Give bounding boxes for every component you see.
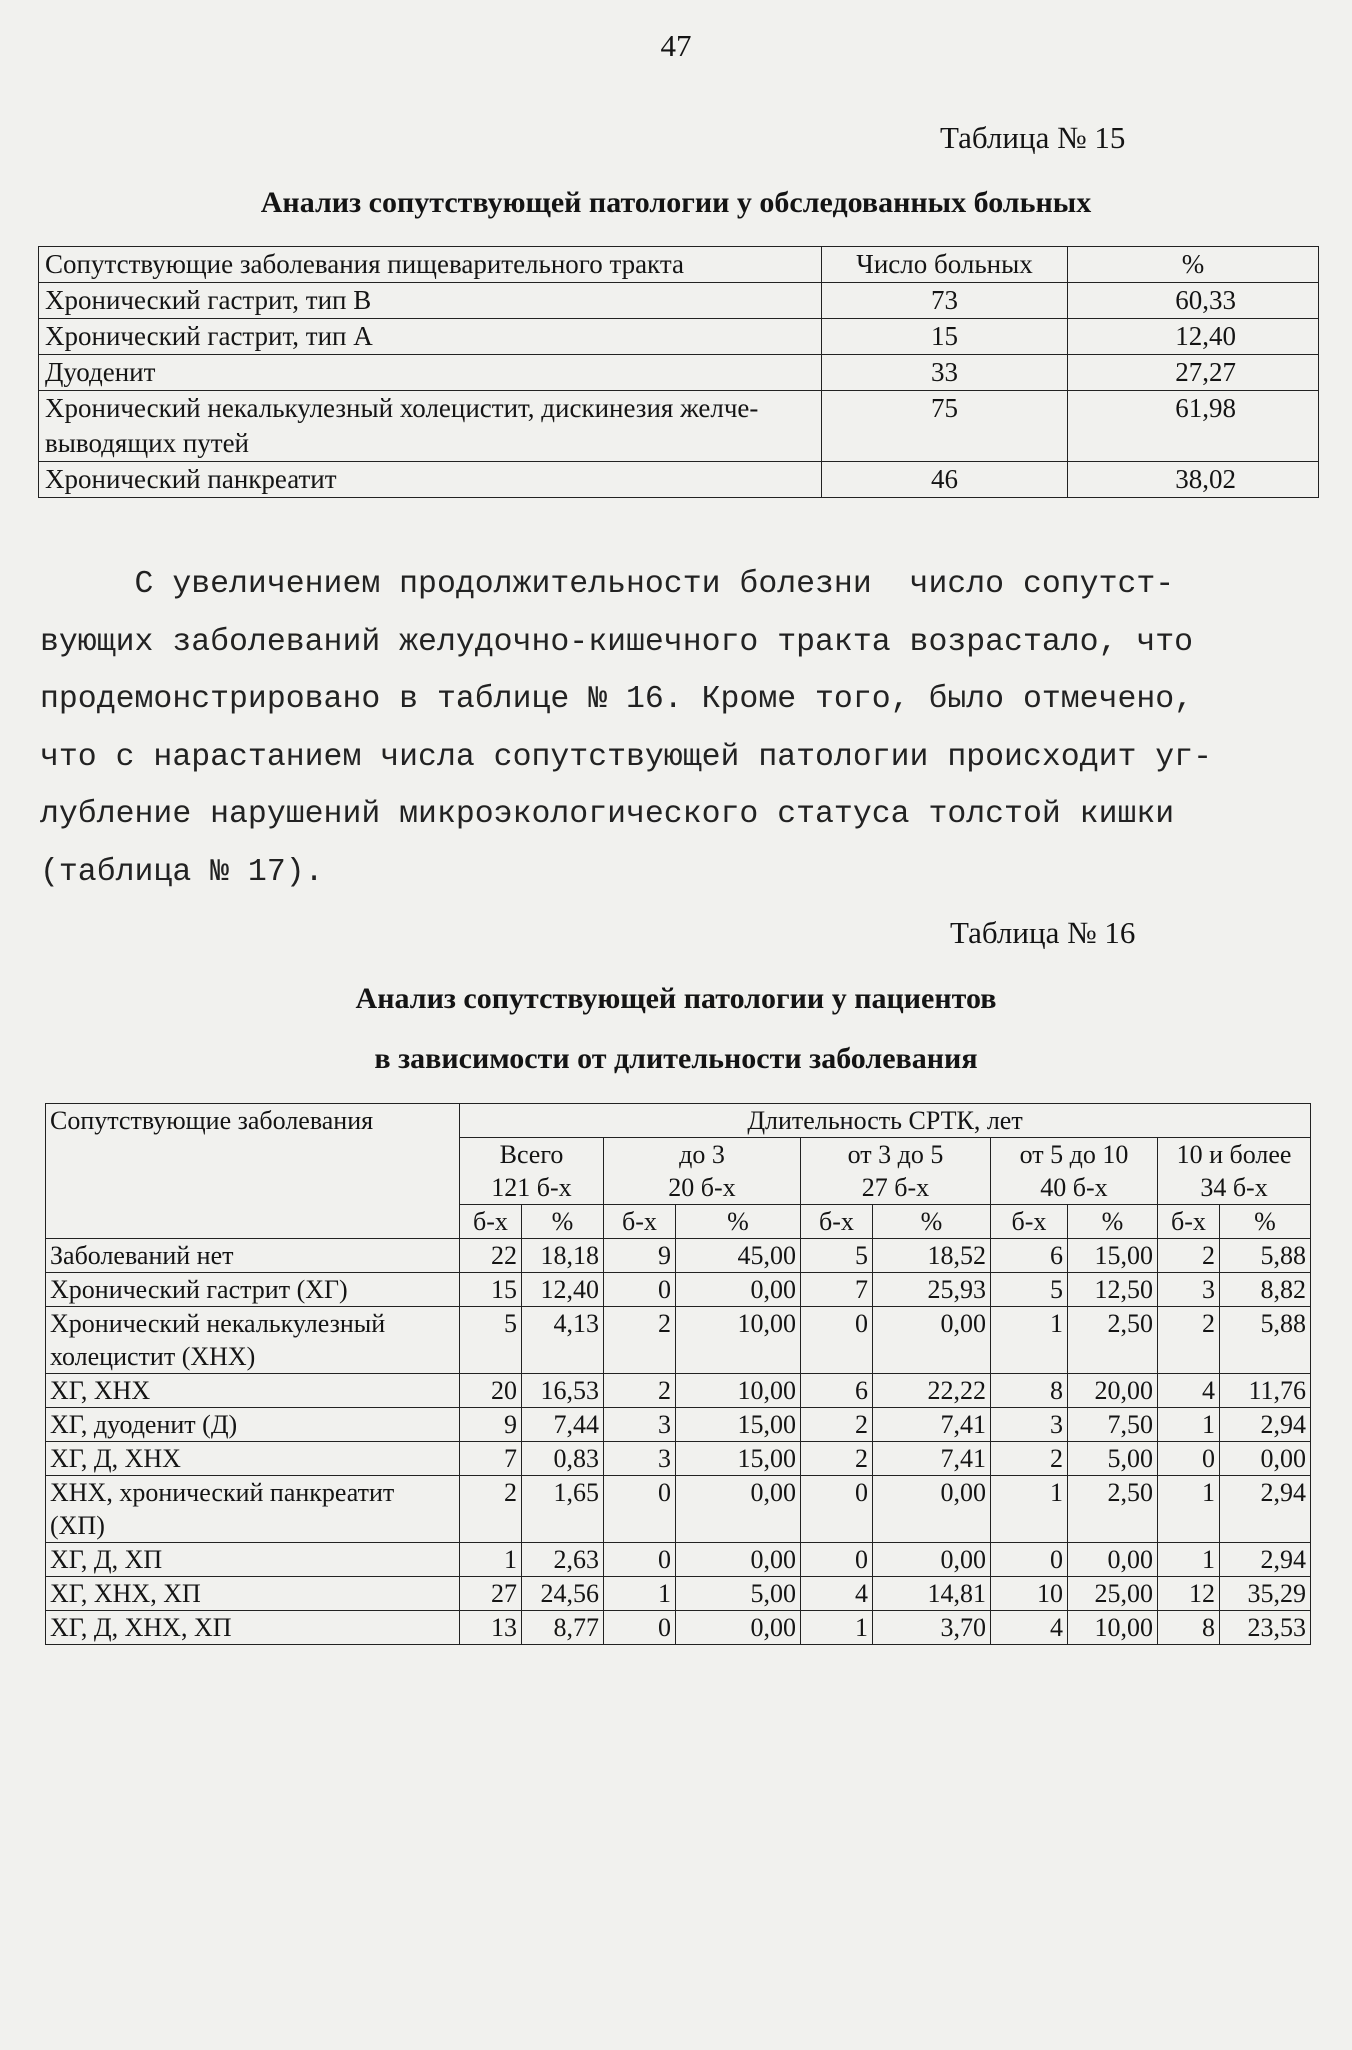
t15-pct-cell: 12,40	[1068, 319, 1319, 355]
t16-value-cell: 5,00	[1068, 1442, 1158, 1476]
t16-value-cell: 4,13	[522, 1307, 604, 1374]
t16-sub-pct: %	[522, 1205, 604, 1239]
t16-sub-n: б-х	[991, 1205, 1068, 1239]
t16-name-cell	[46, 1476, 460, 1543]
t15-header-cell: Сопутствующие заболевания пищеварительного тракта	[39, 247, 822, 283]
table15-label: Таблица № 15	[940, 120, 1126, 155]
t16-group-line2: 27 б-х	[861, 1173, 930, 1202]
table16	[45, 1103, 1311, 1645]
t16-sub-n: б-х	[604, 1205, 676, 1239]
t16-value-cell: 0	[604, 1273, 676, 1307]
t16-group-header	[1158, 1138, 1311, 1205]
t16-value-cell: 22,22	[873, 1374, 991, 1408]
t15-header-cell: %	[1068, 247, 1319, 283]
t16-value-cell: 6	[991, 1239, 1068, 1273]
t15-name-line: Хронический гастрит, тип В	[45, 285, 372, 315]
t16-value-cell: 7,41	[873, 1408, 991, 1442]
t16-name-cell	[46, 1307, 460, 1374]
t16-value-cell: 2	[1158, 1307, 1220, 1374]
t16-group-line2: 34 б-х	[1200, 1173, 1268, 1202]
t16-name-line: ХГ, Д, ХНХ	[50, 1444, 181, 1473]
t16-value-cell: 3	[991, 1408, 1068, 1442]
t16-value-cell: 2	[1158, 1239, 1220, 1273]
t16-value-cell: 2	[801, 1408, 873, 1442]
t15-pct-cell: 60,33	[1068, 283, 1319, 319]
t16-row	[46, 1374, 1311, 1408]
t16-value-cell: 0,00	[1220, 1442, 1311, 1476]
table16-title-line-1: Анализ сопутствующей патологии у пациентов	[355, 982, 997, 1015]
t16-value-cell: 0	[1158, 1442, 1220, 1476]
t16-value-cell: 15	[460, 1273, 522, 1307]
t16-value-cell: 35,29	[1220, 1577, 1311, 1611]
t16-value-cell: 12,50	[1068, 1273, 1158, 1307]
t15-row	[39, 355, 1319, 391]
t16-value-cell: 3	[604, 1442, 676, 1476]
t16-value-cell: 0,00	[873, 1543, 991, 1577]
paragraph-line: лубление нарушений микроэкологического статуса толстой кишки	[40, 797, 1175, 832]
t16-sub-n: б-х	[1158, 1205, 1220, 1239]
t15-name-line: Хронический гастрит, тип А	[45, 321, 373, 351]
t16-value-cell: 1	[991, 1307, 1068, 1374]
t16-value-cell: 2,94	[1220, 1408, 1311, 1442]
t16-row	[46, 1273, 1311, 1307]
t15-name-cell	[39, 391, 822, 462]
t16-value-cell: 5	[801, 1239, 873, 1273]
t16-row	[46, 1442, 1311, 1476]
t16-row	[46, 1239, 1311, 1273]
t16-group-header	[460, 1138, 604, 1205]
t16-value-cell: 20	[460, 1374, 522, 1408]
t16-value-cell: 8,77	[522, 1611, 604, 1645]
t16-name-line: Хронический гастрит (ХГ)	[50, 1275, 348, 1304]
t16-value-cell: 3	[1158, 1273, 1220, 1307]
t16-row	[46, 1577, 1311, 1611]
t16-value-cell: 2	[991, 1442, 1068, 1476]
t15-row	[39, 391, 1319, 462]
t16-value-cell: 4	[801, 1577, 873, 1611]
t16-value-cell: 22	[460, 1239, 522, 1273]
t16-value-cell: 0	[991, 1543, 1068, 1577]
t15-name-cell	[39, 319, 822, 355]
t16-value-cell: 2	[460, 1476, 522, 1543]
t16-value-cell: 20,00	[1068, 1374, 1158, 1408]
page-number: 47	[660, 28, 692, 63]
t16-value-cell: 11,76	[1220, 1374, 1311, 1408]
t16-sub-n: б-х	[460, 1205, 522, 1239]
t16-value-cell: 1	[604, 1577, 676, 1611]
t16-value-cell: 25,93	[873, 1273, 991, 1307]
t16-value-cell: 1	[1158, 1543, 1220, 1577]
t16-value-cell: 14,81	[873, 1577, 991, 1611]
t16-name-line: (ХП)	[50, 1511, 105, 1540]
t16-value-cell: 0,00	[1068, 1543, 1158, 1577]
paragraph-line: продемонстрировано в таблице № 16. Кроме того, было отмечено,	[40, 682, 1194, 717]
t16-value-cell: 12,40	[522, 1273, 604, 1307]
t16-value-cell: 7,41	[873, 1442, 991, 1476]
t16-header-duration: Длительность СРТК, лет	[460, 1104, 1311, 1138]
t16-row	[46, 1611, 1311, 1645]
t16-value-cell: 24,56	[522, 1577, 604, 1611]
t15-count-cell: 15	[822, 319, 1068, 355]
t16-value-cell: 8	[1158, 1611, 1220, 1645]
t16-row	[46, 1307, 1311, 1374]
t16-row	[46, 1476, 1311, 1543]
table16-label: Таблица № 16	[950, 915, 1136, 950]
t15-pct-cell: 61,98	[1068, 391, 1319, 462]
t16-value-cell: 0,00	[676, 1273, 801, 1307]
t16-value-cell: 12	[1158, 1577, 1220, 1611]
t15-count-cell: 73	[822, 283, 1068, 319]
t15-count-cell: 75	[822, 391, 1068, 462]
t16-value-cell: 15,00	[676, 1408, 801, 1442]
t16-value-cell: 1	[1158, 1476, 1220, 1543]
t15-name-line: Дуоденит	[45, 357, 156, 387]
t16-value-cell: 7	[460, 1442, 522, 1476]
t16-value-cell: 7,50	[1068, 1408, 1158, 1442]
t16-value-cell: 16,53	[522, 1374, 604, 1408]
t16-value-cell: 10,00	[676, 1307, 801, 1374]
t16-header-first: Сопутствующие заболевания	[46, 1104, 460, 1239]
t16-value-cell: 5	[460, 1307, 522, 1374]
t16-group-header	[801, 1138, 991, 1205]
t15-name-cell	[39, 462, 822, 498]
t16-value-cell: 5,88	[1220, 1239, 1311, 1273]
paragraph-line: что с нарастанием числа сопутствующей патологии происходит уг-	[40, 739, 1212, 775]
t15-row	[39, 283, 1319, 319]
t16-value-cell: 5,88	[1220, 1307, 1311, 1374]
t16-name-line: ХГ, Д, ХНХ, ХП	[50, 1613, 232, 1642]
t15-count-cell: 46	[822, 462, 1068, 498]
table15	[38, 246, 1319, 498]
t16-value-cell: 15,00	[676, 1442, 801, 1476]
t16-group-line1: Всего	[499, 1140, 564, 1169]
t16-value-cell: 0	[604, 1611, 676, 1645]
t16-value-cell: 1	[460, 1543, 522, 1577]
t16-value-cell: 1	[1158, 1408, 1220, 1442]
t15-pct-cell: 38,02	[1068, 462, 1319, 498]
t16-value-cell: 0	[604, 1543, 676, 1577]
t15-header-cell: Число больных	[822, 247, 1068, 283]
t16-group-header	[604, 1138, 801, 1205]
t16-value-cell: 1	[991, 1476, 1068, 1543]
t16-value-cell: 0,00	[873, 1476, 991, 1543]
body-paragraph	[40, 556, 1320, 901]
t16-row	[46, 1408, 1311, 1442]
t16-group-line1: 10 и более	[1176, 1140, 1292, 1169]
t16-group-line2: 20 б-х	[668, 1173, 736, 1202]
t16-value-cell: 3	[604, 1408, 676, 1442]
t16-value-cell: 4	[1158, 1374, 1220, 1408]
t16-value-cell: 23,53	[1220, 1611, 1311, 1645]
t16-value-cell: 4	[991, 1611, 1068, 1645]
t16-value-cell: 0,00	[676, 1611, 801, 1645]
t16-value-cell: 2,63	[522, 1543, 604, 1577]
t16-name-cell	[46, 1273, 460, 1307]
t16-name-line: холецистит (ХНХ)	[50, 1342, 256, 1371]
paragraph-line: вующих заболеваний желудочно-кишечного тракта возрастало, что	[40, 624, 1194, 660]
t16-value-cell: 2,94	[1220, 1476, 1311, 1543]
t15-name-cell	[39, 355, 822, 391]
t16-sub-n: б-х	[801, 1205, 873, 1239]
t16-value-cell: 3,70	[873, 1611, 991, 1645]
t16-value-cell: 5,00	[676, 1577, 801, 1611]
t16-value-cell: 10	[991, 1577, 1068, 1611]
t16-group-header	[991, 1138, 1158, 1205]
t16-name-line: ХГ, Д, ХП	[50, 1545, 163, 1574]
t16-name-cell	[46, 1442, 460, 1476]
t15-header-row	[39, 247, 1319, 283]
t16-name-line: Хронический некалькулезный	[50, 1309, 386, 1338]
t15-name-cell	[39, 283, 822, 319]
t16-name-line: ХГ, ХНХ	[50, 1376, 151, 1405]
t16-sub-pct: %	[676, 1205, 801, 1239]
t16-name-cell	[46, 1611, 460, 1645]
t16-value-cell: 9	[604, 1239, 676, 1273]
t16-value-cell: 8,82	[1220, 1273, 1311, 1307]
table16-title-line-2: в зависимости от длительности заболевания	[374, 1042, 978, 1075]
t16-name-line: ХГ, ХНХ, ХП	[50, 1579, 201, 1608]
t16-value-cell: 9	[460, 1408, 522, 1442]
t16-name-line: Заболеваний нет	[50, 1241, 234, 1270]
t16-group-line1: от 3 до 5	[847, 1140, 944, 1169]
t15-name-line: Хронический некалькулезный холецистит, дискинезия желче-	[45, 393, 759, 423]
t16-group-line1: до 3	[679, 1140, 725, 1169]
t15-count-cell: 33	[822, 355, 1068, 391]
t16-value-cell: 0	[604, 1476, 676, 1543]
t16-name-cell	[46, 1577, 460, 1611]
paragraph-line: (таблица № 17).	[40, 854, 324, 890]
t16-value-cell: 7	[801, 1273, 873, 1307]
t15-row	[39, 462, 1319, 498]
t16-group-line2: 121 б-х	[491, 1173, 572, 1202]
t16-name-cell	[46, 1408, 460, 1442]
t16-value-cell: 1,65	[522, 1476, 604, 1543]
t16-value-cell: 2,50	[1068, 1476, 1158, 1543]
t16-name-cell	[46, 1239, 460, 1273]
t16-sub-pct: %	[1068, 1205, 1158, 1239]
t16-value-cell: 2	[801, 1442, 873, 1476]
t16-value-cell: 0	[801, 1543, 873, 1577]
t15-pct-cell: 27,27	[1068, 355, 1319, 391]
t16-value-cell: 10,00	[1068, 1611, 1158, 1645]
t16-value-cell: 2	[604, 1307, 676, 1374]
t15-name-line: Хронический панкреатит	[45, 464, 337, 494]
t16-value-cell: 0	[801, 1307, 873, 1374]
t16-sub-pct: %	[1220, 1205, 1311, 1239]
paragraph-line: С увеличением продолжительности болезни число сопутст-	[40, 567, 1175, 602]
t16-value-cell: 0,00	[873, 1307, 991, 1374]
t15-name-line: выводящих путей	[45, 428, 250, 458]
t16-value-cell: 10,00	[676, 1374, 801, 1408]
t16-name-cell	[46, 1374, 460, 1408]
t16-value-cell: 0,00	[676, 1543, 801, 1577]
t16-value-cell: 15,00	[1068, 1239, 1158, 1273]
t16-row	[46, 1543, 1311, 1577]
t16-value-cell: 2,50	[1068, 1307, 1158, 1374]
t16-header-row-1	[46, 1104, 1311, 1138]
t16-value-cell: 27	[460, 1577, 522, 1611]
t16-value-cell: 0	[801, 1476, 873, 1543]
t16-name-line: ХГ, дуоденит (Д)	[50, 1410, 238, 1439]
t16-value-cell: 45,00	[676, 1239, 801, 1273]
t15-row	[39, 319, 1319, 355]
t16-name-cell	[46, 1543, 460, 1577]
t16-value-cell: 13	[460, 1611, 522, 1645]
t16-group-line1: от 5 до 10	[1019, 1140, 1129, 1169]
t16-sub-pct: %	[873, 1205, 991, 1239]
t16-value-cell: 8	[991, 1374, 1068, 1408]
t16-group-line2: 40 б-х	[1040, 1173, 1108, 1202]
t16-value-cell: 7,44	[522, 1408, 604, 1442]
t16-value-cell: 18,18	[522, 1239, 604, 1273]
table15-title: Анализ сопутствующей патологии у обследованных больных	[260, 186, 1092, 219]
t16-value-cell: 1	[801, 1611, 873, 1645]
t16-value-cell: 18,52	[873, 1239, 991, 1273]
t16-value-cell: 2	[604, 1374, 676, 1408]
t16-value-cell: 0,83	[522, 1442, 604, 1476]
t16-value-cell: 6	[801, 1374, 873, 1408]
t16-value-cell: 0,00	[676, 1476, 801, 1543]
t16-name-line: ХНХ, хронический панкреатит	[50, 1478, 395, 1507]
t16-value-cell: 5	[991, 1273, 1068, 1307]
t16-value-cell: 25,00	[1068, 1577, 1158, 1611]
t16-value-cell: 2,94	[1220, 1543, 1311, 1577]
